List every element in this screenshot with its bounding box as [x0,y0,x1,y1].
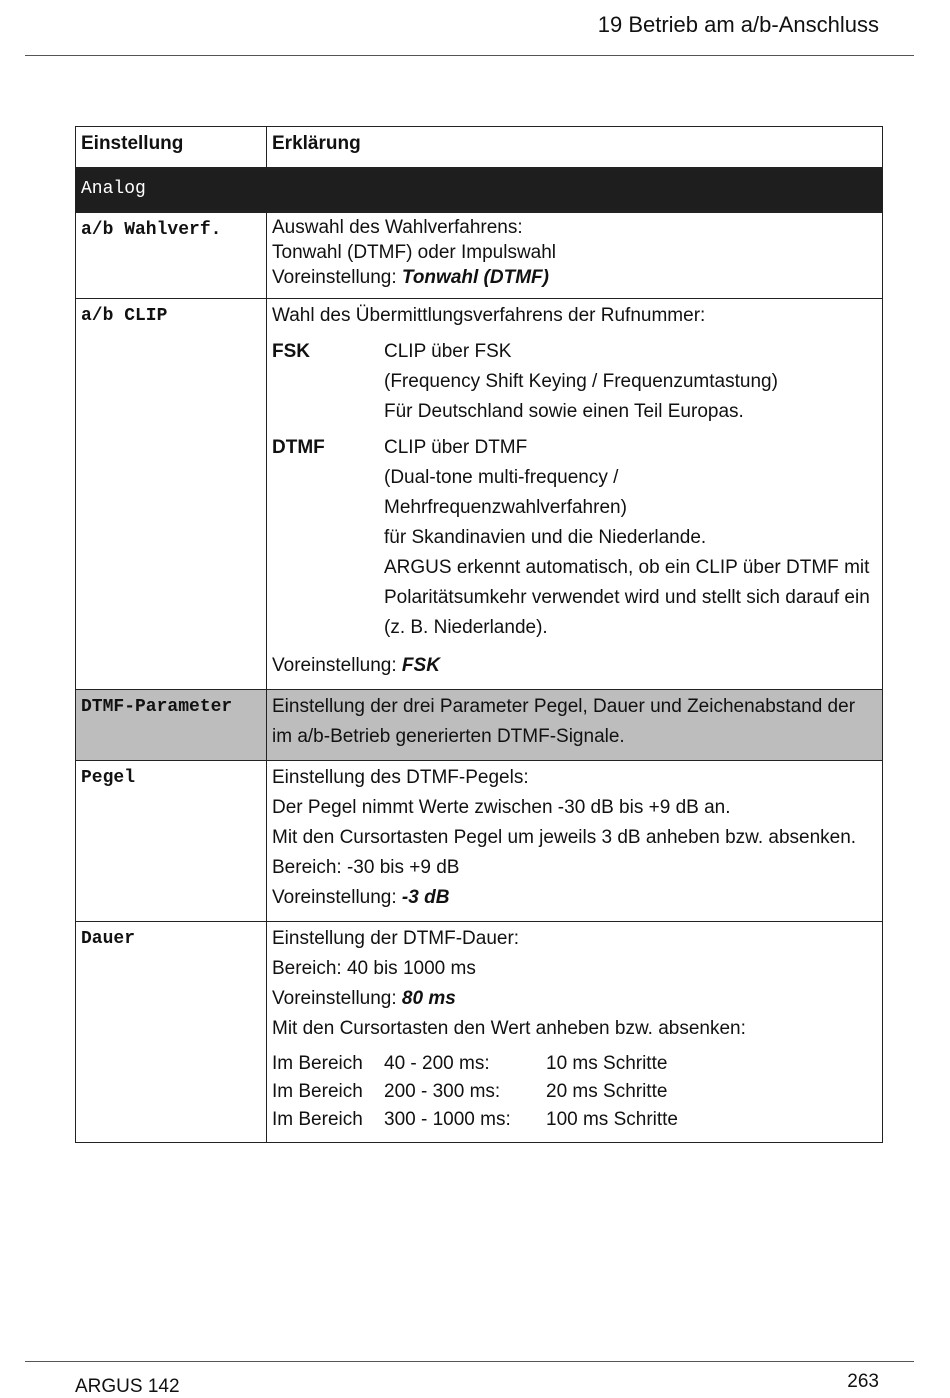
text-line: Bereich: -30 bis +9 dB [272,857,460,878]
text-line: Wahl des Übermittlungsverfahrens der Rufnummer: [272,305,706,326]
text-line: Der Pegel nimmt Werte zwischen -30 dB bis +9 dB an. [272,797,731,818]
option-fsk [272,337,877,427]
header-rule [25,55,914,56]
text-line: Einstellung des DTMF-Pegels: [272,767,529,788]
setting-explanation [267,922,883,1143]
text-line: (Dual-tone multi-frequency / [384,467,619,488]
option-key: DTMF [272,437,325,458]
default-line [272,265,877,290]
footer-rule [25,1361,914,1362]
setting-name: DTMF-Parameter [76,690,267,761]
range-prefix: Im Bereich [272,1081,363,1102]
range-prefix: Im Bereich [272,1109,363,1130]
default-value: FSK [401,655,440,676]
default-label: Voreinstellung: [272,267,402,288]
footer-product: ARGUS 142 [75,1376,180,1397]
default-value: 80 ms [401,988,456,1009]
range-value: 40 - 200 ms: [384,1053,490,1074]
setting-explanation [267,761,883,922]
setting-explanation: Einstellung der drei Parameter Pegel, Dauer und Zeichenabstand der im a/b-Betrieb generierten DTMF-Signale. [267,690,883,761]
settings-table [75,126,883,1143]
list-item [272,1078,877,1106]
setting-name: Pegel [76,761,267,922]
table-row-pegel [76,761,883,922]
setting-explanation [267,299,883,690]
text-line: Bereich: 40 bis 1000 ms [272,958,476,979]
text-line: für Skandinavien und die Niederlande. [384,527,707,548]
default-value: -3 dB [401,887,450,908]
running-header: 19 Betrieb am a/b-Anschluss [597,12,879,37]
text-line: Mit den Cursortasten Pegel um jeweils 3 dB anheben bzw. absenken. [272,827,857,848]
default-label: Voreinstellung: [272,887,402,908]
list-item [272,1106,877,1134]
option-description [384,337,877,427]
default-label: Voreinstellung: [272,655,402,676]
table-header-row [76,127,883,169]
text-line: Tonwahl (DTMF) oder Impulswahl [272,242,557,263]
default-line [272,984,877,1014]
option-key: FSK [272,341,310,362]
setting-explanation [267,212,883,299]
default-value: Tonwahl (DTMF) [401,267,549,288]
page-number: 263 [847,1371,879,1392]
step-ranges [272,1050,877,1134]
table-row-clip [76,299,883,690]
setting-name: Dauer [76,922,267,1143]
option-description [384,433,877,643]
section-row-analog [76,169,883,212]
text-line: Mit den Cursortasten den Wert anheben bzw. absenken: [272,1018,746,1039]
text-line: ARGUS erkennt automatisch, ob ein CLIP über DTMF mit Polaritätsumkehr verwendet wird und stellt sich darauf ein (z. B. Niederlande). [384,557,870,638]
text-line: Für Deutschland sowie einen Teil Europas. [384,401,744,422]
text-line: CLIP über DTMF [384,437,528,458]
range-step: 20 ms Schritte [546,1081,668,1102]
text-line: Auswahl des Wahlverfahrens: [272,217,523,238]
column-header-setting: Einstellung [76,127,267,169]
text-line: Einstellung der DTMF-Dauer: [272,928,520,949]
text-line: CLIP über FSK [384,341,512,362]
range-value: 300 - 1000 ms: [384,1109,511,1130]
default-line [272,651,877,681]
range-step: 100 ms Schritte [546,1109,678,1130]
range-step: 10 ms Schritte [546,1053,668,1074]
default-line [272,883,877,913]
range-value: 200 - 300 ms: [384,1081,501,1102]
setting-name: a/b CLIP [76,299,267,690]
section-label: Analog [76,169,883,212]
list-item [272,1050,877,1078]
text-line: Mehrfrequenzwahlverfahren) [384,497,627,518]
default-label: Voreinstellung: [272,988,402,1009]
column-header-explanation: Erklärung [267,127,883,169]
text-line: (Frequency Shift Keying / Frequenzumtastung) [384,371,778,392]
table-row-dtmf-parameter [76,690,883,761]
setting-name: a/b Wahlverf. [76,212,267,299]
table-row-dauer [76,922,883,1143]
range-prefix: Im Bereich [272,1053,363,1074]
option-dtmf [272,433,877,643]
table-row-wahlverfahren [76,212,883,299]
